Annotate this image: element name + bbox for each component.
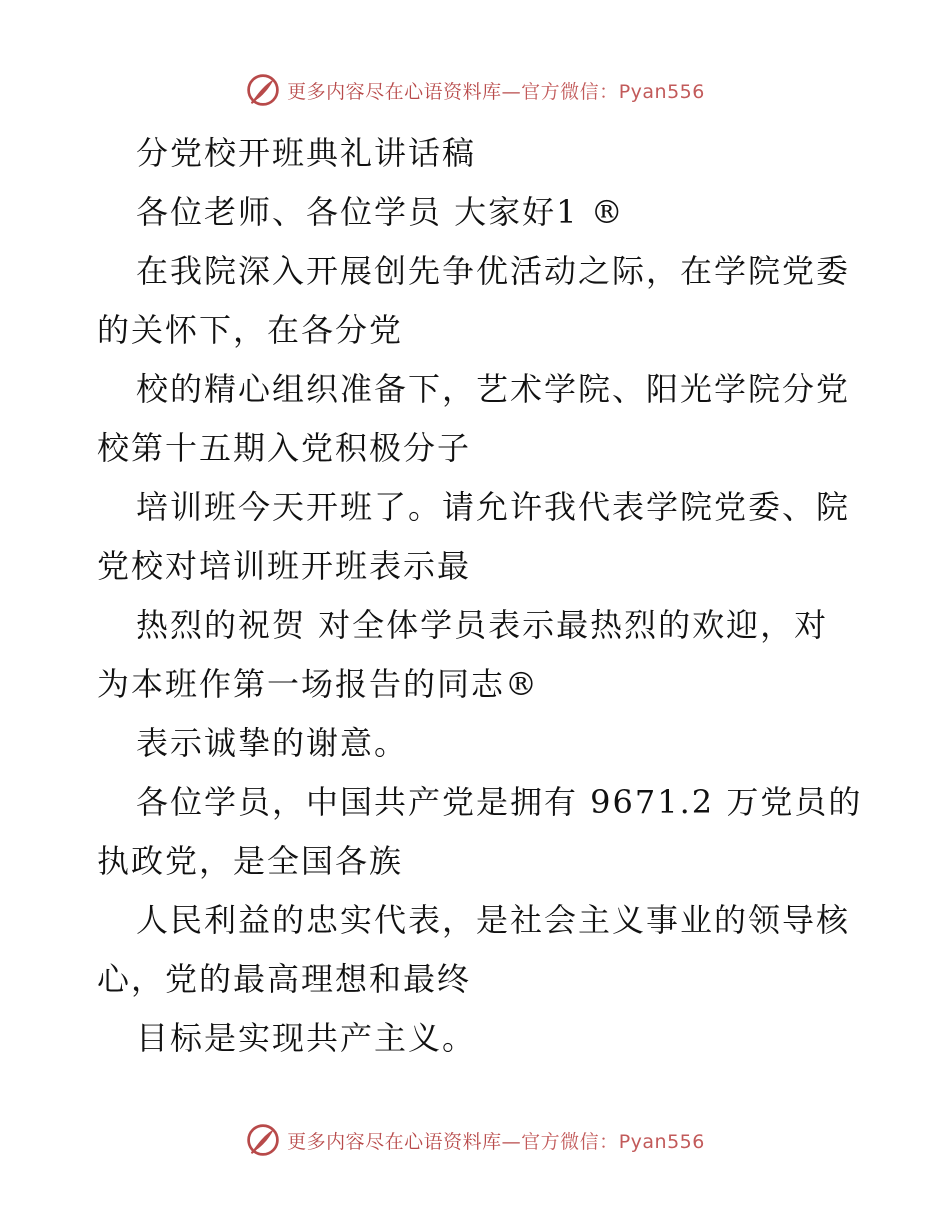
body-line: 心，党的最高理想和最终 [97,960,472,998]
header-banner-account: Pyan556 [618,80,705,103]
footer-banner-text [287,1127,705,1154]
header-banner [0,70,950,110]
document-body [97,124,863,1068]
header-banner-content [245,72,705,108]
footer-banner-separator: — [501,1130,522,1153]
body-line: 各位学员，中国共产党是拥有 9671.2 万党员的 [136,783,863,821]
header-banner-main: 更多内容尽在心语资料库 [287,80,502,103]
body-line: 执政党，是全国各族 [97,842,404,880]
body-line: 校第十五期入党积极分子 [97,429,472,467]
body-line: 表示诚挚的谢意。 [136,724,409,762]
body-line: 在我院深入开展创先争优活动之际，在学院党委 [136,252,851,290]
footer-banner [0,1120,950,1160]
body-line: 校的精心组织准备下，艺术学院、阳光学院分党 [136,370,851,408]
footer-banner-main: 更多内容尽在心语资料库 [287,1130,502,1153]
quill-pen-logo-icon [245,1122,281,1158]
footer-banner-label: 官方微信： [521,1130,619,1153]
header-banner-text [287,77,705,104]
body-line: 人民利益的忠实代表，是社会主义事业的领导核 [136,901,851,939]
quill-pen-logo-icon [245,72,281,108]
salutation-line: 各位老师、各位学员 大家好1 ® [136,193,625,231]
body-line: 培训班今天开班了。请允许我代表学院党委、院 [136,488,851,526]
body-line: 的关怀下，在各分党 [97,311,404,349]
body-line: 为本班作第一场报告的同志® [97,665,540,703]
header-banner-label: 官方微信： [521,80,619,103]
body-line: 党校对培训班开班表示最 [97,547,472,585]
footer-banner-content [245,1122,705,1158]
body-line: 热烈的祝贺 对全体学员表示最热烈的欢迎，对 [136,606,829,644]
document-title: 分党校开班典礼讲话稿 [136,134,477,172]
header-banner-separator: — [501,80,522,103]
footer-banner-account: Pyan556 [618,1130,705,1153]
body-line: 目标是实现共产主义。 [136,1019,477,1057]
